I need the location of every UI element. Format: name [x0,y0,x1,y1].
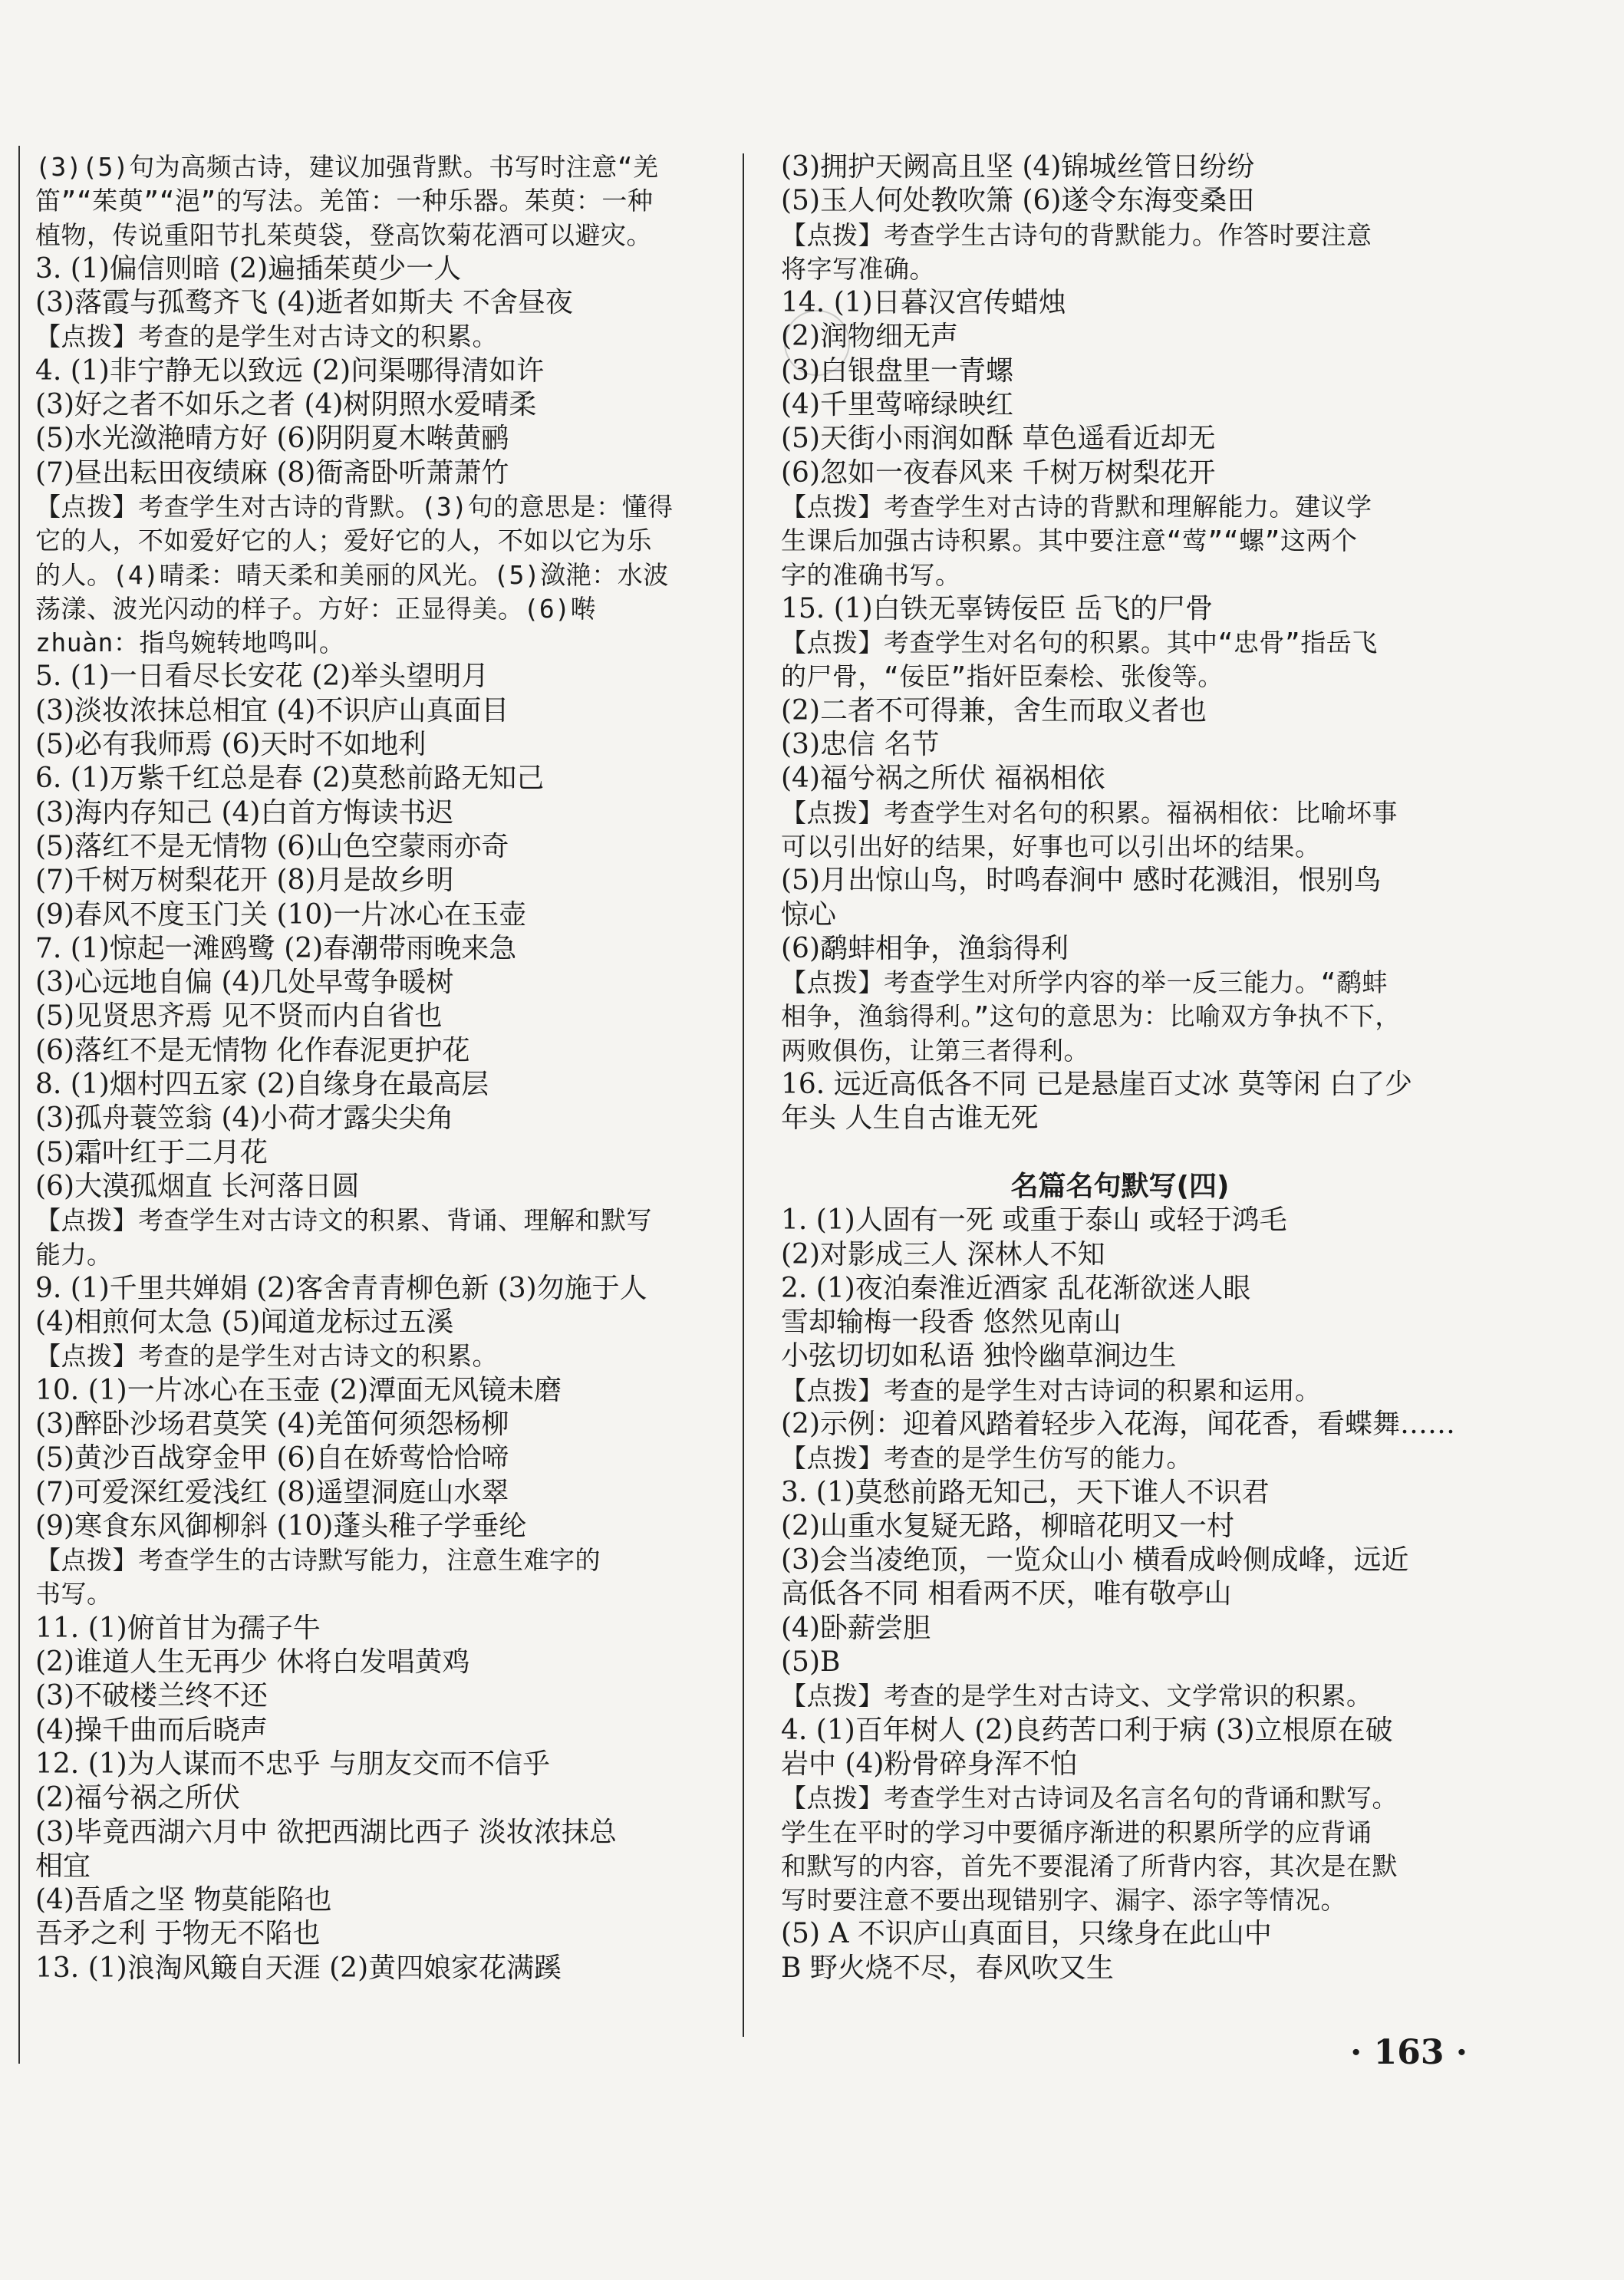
answer-item: 9. (1)千里共婵娟 (2)客舍青青柳色新 (3)勿施于人 [35,1272,647,1304]
answer-item: 4. (1)非宁静无以致远 (2)问渠哪得清如许 [35,354,545,387]
answer-item: 13. (1)浪淘风簸自天涯 (2)黄四娘家花满蹊 [35,1952,562,1984]
answer-item: 10. (1)一片冰心在玉壶 (2)潭面无风镜未磨 [35,1374,562,1406]
answer-line: (3)白银盘里一青螺 [781,354,1013,387]
answer-line: 能力。 [35,1239,113,1270]
answer-line: (5) A 不识庐山真面目，只缘身在此山中 [781,1918,1272,1950]
answer-line: (7)可爱深红爱浅红 (8)遥望洞庭山水翠 [35,1476,509,1508]
answer-line: 岩中 (4)粉骨碎身浑不怕 [781,1748,1078,1780]
answer-item: 2. (1)夜泊秦淮近酒家 乱花渐欲迷人眼 [781,1272,1251,1304]
answer-line: 惊心 [781,898,837,931]
answer-line: 书写。 [35,1579,113,1610]
answer-line: (3)忠信 名节 [781,729,940,761]
tip-line: 【点拨】考查学生对名句的积累。福祸相依：比喻坏事 [781,797,1398,828]
left-column [35,150,726,1985]
answer-line: (3)海内存知己 (4)白首方悔读书迟 [35,796,454,829]
answer-line: (9)寒食东风御柳斜 (10)蓬头稚子学垂纶 [35,1510,527,1542]
answer-line: 字的准确书写。 [781,559,961,590]
answer-line: (5)必有我师焉 (6)天时不如地利 [35,729,427,761]
answer-item: 12. (1)为人谋而不忠乎 与朋友交而不信乎 [35,1748,551,1780]
answer-item: 3. (1)莫愁前路无知己，天下谁人不识君 [781,1476,1270,1508]
tip-line: 【点拨】考查的是学生对古诗文、文学常识的积累。 [781,1681,1372,1712]
answer-line: (9)春风不度玉门关 (10)一片冰心在玉壶 [35,898,527,931]
answer-line: 雪却输梅一段香 悠然见南山 [781,1306,1122,1339]
answer-line: 荡漾、波光闪动的样子。方好：正显得美。(6)啭 [35,593,597,624]
answer-line: (3)(5)句为高频古诗，建议加强背默。书写时注意“羌 [35,152,659,182]
answer-line: (7)千树万树梨花开 (8)月是故乡明 [35,865,454,897]
column-divider [743,153,744,2037]
answer-line: (5)B [781,1646,841,1679]
answer-line [781,1136,1459,1170]
answer-line: 学生在平时的学习中要循序渐进的积累所学的应背诵 [781,1817,1372,1847]
answer-line: (3)淡妆浓抹总相宜 (4)不识庐山真面目 [35,694,509,727]
answer-line: (2)谁道人生无再少 休将白发唱黄鸡 [35,1646,470,1679]
tip-line: 【点拨】考查学生对古诗文的积累、背诵、理解和默写 [35,1205,652,1236]
answer-line: (3)落霞与孤鹜齐飞 (4)逝者如斯夫 不舍昼夜 [35,287,573,319]
answer-line: (3)拥护天阙高且坚 (4)锦城丝管日纷纷 [781,151,1255,183]
answer-line: 可以引出好的结果，好事也可以引出坏的结果。 [781,831,1321,862]
answer-line: (5)天街小雨润如酥 草色遥看近却无 [781,423,1216,455]
answer-line: (3)会当凌绝顶，一览众山小 横看成岭侧成峰，远近 [781,1544,1409,1577]
answer-line: 写时要注意不要出现错别字、漏字、添字等情况。 [781,1885,1346,1916]
tip-line: 【点拨】考查的是学生对古诗文的积累。 [35,1341,498,1372]
binding-gutter [0,146,20,2064]
answer-item: 16. 远近高低各不同 已是悬崖百丈冰 莫等闲 白了少 [781,1069,1413,1101]
answer-line: (2)山重水复疑无路，柳暗花明又一村 [781,1510,1234,1542]
tip-line: 【点拨】考查学生对名句的积累。其中“忠骨”指岳飞 [781,628,1378,658]
tip-line: 【点拨】考查的是学生对古诗词的积累和运用。 [781,1375,1321,1405]
tip-line: 【点拨】考查学生古诗句的背默能力。作答时要注意 [781,219,1372,250]
answer-line: 它的人，不如爱好它的人；爱好它的人，不如以它为乐 [35,526,652,556]
answer-line: 植物，传说重阳节扎茱萸袋，登高饮菊花酒可以避灾。 [35,219,652,250]
answer-line: (2)示例：迎着风踏着轻步入花海，闻花香，看蝶舞…… [781,1408,1455,1440]
answer-line: (5)见贤思齐焉 见不贤而内自省也 [35,1000,443,1033]
answer-item: 7. (1)惊起一滩鸥鹭 (2)春潮带雨晚来急 [35,932,517,964]
answer-line: (3)毕竟西湖六月中 欲把西湖比西子 淡妆浓抹总 [35,1816,617,1848]
tip-line: 【点拨】考查学生对古诗的背默和理解能力。建议学 [781,491,1372,522]
answer-line: 两败俱伤，让第三者得利。 [781,1035,1089,1066]
answer-line: (4)相煎何太急 (5)闻道龙标过五溪 [35,1306,454,1339]
answer-line: zhuàn：指鸟婉转地鸣叫。 [35,628,345,658]
answer-item: 15. (1)白铁无辜铸佞臣 岳飞的尸骨 [781,592,1214,624]
answer-line: (2)福兮祸之所伏 [35,1782,240,1814]
answer-item: 11. (1)俯首甘为孺子牛 [35,1612,321,1644]
answer-line: (6)大漠孤烟直 长河落日圆 [35,1170,360,1202]
answer-line: (4)福兮祸之所伏 福祸相依 [781,763,1105,795]
answer-line: 相宜 [35,1850,91,1882]
answer-line: 的尸骨，“佞臣”指奸臣秦桧、张俊等。 [781,661,1224,692]
answer-line: 笛”“茱萸”“浥”的写法。羌笛：一种乐器。茱萸：一种 [35,186,654,216]
answer-line: (4)卧薪尝胆 [781,1612,931,1644]
answer-line: 的人。(4)晴柔：晴天柔和美丽的风光。(5)潋滟：水波 [35,559,669,590]
answer-line: (3)醉卧沙场君莫笑 (4)羌笛何须怨杨柳 [35,1408,509,1440]
answer-line: (7)昼出耘田夜绩麻 (8)衙斋卧听萧萧竹 [35,456,509,489]
tip-line: 【点拨】考查学生对古诗的背默。(3)句的意思是：懂得 [35,491,674,522]
answer-line: 吾矛之利 于物无不陷也 [35,1918,321,1950]
answer-line: (3)不破楼兰终不还 [35,1680,268,1712]
section-heading: 名篇名句默写(四) [1010,1170,1230,1202]
answer-item: 6. (1)万紫千红总是春 (2)莫愁前路无知己 [35,763,545,795]
answer-line: 年头 人生自古谁无死 [781,1102,1039,1135]
answer-item: 5. (1)一日看尽长安花 (2)举头望明月 [35,661,489,693]
answer-item: 14. (1)日暮汉宫传蜡烛 [781,287,1066,319]
answer-line: 和默写的内容，首先不要混淆了所背内容，其次是在默 [781,1850,1398,1881]
answer-line: (3)好之者不如乐之者 (4)树阴照水爱晴柔 [35,389,537,421]
answer-line: 将字写准确。 [781,253,935,284]
answer-line: 小弦切切如私语 独怜幽草涧边生 [781,1340,1177,1372]
answer-line: (2)润物细无声 [781,321,958,353]
answer-line: (6)忽如一夜春风来 千树万树梨花开 [781,456,1216,489]
answer-line: B 野火烧不尽，春风吹又生 [781,1952,1114,1984]
answer-line: (5)水光潋滟晴方好 (6)阴阴夏木啭黄鹂 [35,423,509,455]
answer-line: 相争，渔翁得利。”这句的意思为：比喻双方争执不下， [781,1001,1401,1032]
answer-line: (5)黄沙百战穿金甲 (6)自在娇莺恰恰啼 [35,1442,509,1474]
answer-line: (4)操千曲而后晓声 [35,1714,268,1746]
tip-line: 【点拨】考查学生对古诗词及名言名句的背诵和默写。 [781,1783,1398,1814]
tip-line: 【点拨】考查学生对所学内容的举一反三能力。“鹬蚌 [781,967,1388,998]
answer-line: (5)霜叶红于二月花 [35,1136,268,1168]
tip-line: 【点拨】考查的是学生仿写的能力。 [781,1443,1192,1474]
right-column [781,150,1459,1985]
tip-line: 【点拨】考查的是学生对古诗文的积累。 [35,321,498,352]
answer-line: (5)落红不是无情物 (6)山色空蒙雨亦奇 [35,830,509,862]
answer-line: (4)吾盾之坚 物莫能陷也 [35,1884,332,1916]
answer-line: 高低各不同 相看两不厌，唯有敬亭山 [781,1578,1232,1610]
answer-line: (6)落红不是无情物 化作春泥更护花 [35,1034,470,1066]
answer-item: 3. (1)偏信则暗 (2)遍插茱萸少一人 [35,252,462,285]
tip-line: 【点拨】考查学生的古诗默写能力，注意生难字的 [35,1545,601,1576]
answer-line: 生课后加强古诗积累。其中要注意“莺”“螺”这两个 [781,526,1358,556]
answer-line: (5)月出惊山鸟，时鸣春涧中 感时花溅泪，恨别鸟 [781,865,1382,897]
answer-line: (4)千里莺啼绿映红 [781,389,1013,421]
answer-item: 8. (1)烟村四五家 (2)自缘身在最高层 [35,1069,489,1101]
answer-line: (5)玉人何处教吹箫 (6)遂令东海变桑田 [781,185,1255,217]
answer-item: 4. (1)百年树人 (2)良药苦口利于病 (3)立根原在破 [781,1714,1393,1746]
answer-line: (3)孤舟蓑笠翁 (4)小荷才露尖尖角 [35,1102,454,1135]
answer-line: (2)二者不可得兼，舍生而取义者也 [781,694,1207,727]
page-number: · 163 · [1350,2033,1468,2072]
answer-line: (6)鹬蚌相争，渔翁得利 [781,932,1069,964]
answer-item: 1. (1)人固有一死 或重于泰山 或轻于鸿毛 [781,1204,1287,1237]
answer-line: (2)对影成三人 深林人不知 [781,1238,1105,1270]
answer-line: (3)心远地自偏 (4)几处早莺争暖树 [35,967,454,999]
